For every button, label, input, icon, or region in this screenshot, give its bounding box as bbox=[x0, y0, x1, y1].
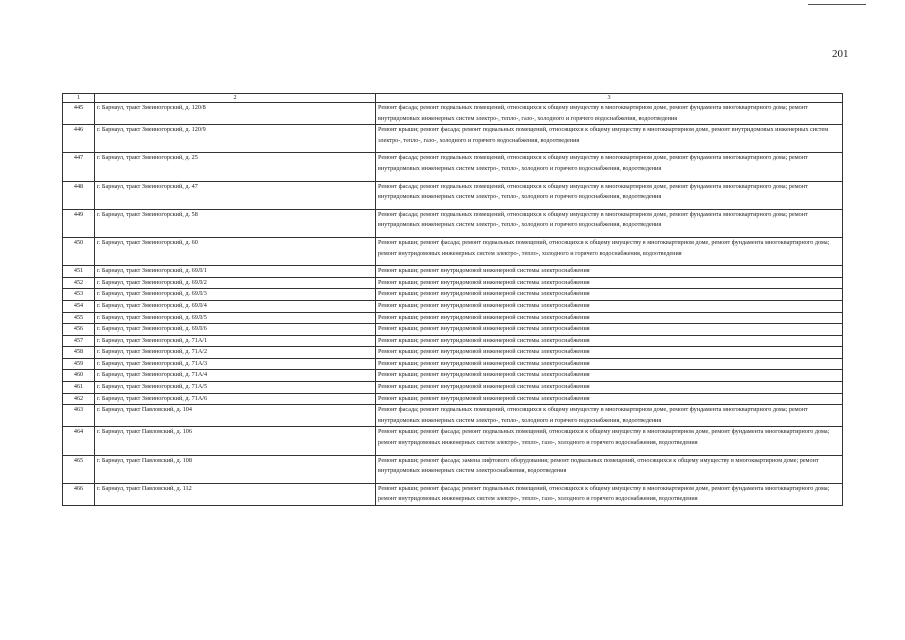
table-row bbox=[63, 209, 843, 237]
table-row bbox=[63, 370, 843, 382]
address-cell: г. Барнаул, тракт Павловский, д. 104 bbox=[95, 405, 376, 427]
table-row bbox=[63, 300, 843, 312]
table-row bbox=[63, 312, 843, 324]
work-description-cell: Ремонт крыши; ремонт фасада; замена лифтового оборудования; ремонт подвальных помещений, относящихся к общему имуществу в многоквартирном доме; ремонт внутридомовых инженерных систем электроснабжения, водоотведения bbox=[376, 455, 843, 483]
address-cell: г. Барнаул, тракт Змеиногорский, д. 58 bbox=[95, 209, 376, 237]
row-number-cell: 465 bbox=[63, 455, 95, 483]
table-row bbox=[63, 393, 843, 405]
table-header-row bbox=[63, 94, 843, 103]
work-description-cell: Ремонт фасада; ремонт подвальных помещений, относящихся к общему имуществу в многоквартирном доме, ремонт фундамента многоквартирного дома; ремонт внутридомовых инженерных систем электро-, тепло-, холодного и горячего водоснабжения, водоотведения bbox=[376, 181, 843, 209]
table-row bbox=[63, 455, 843, 483]
header-col-3: 3 bbox=[376, 94, 843, 103]
table-row bbox=[63, 181, 843, 209]
row-number-cell: 461 bbox=[63, 382, 95, 394]
table-row bbox=[63, 324, 843, 336]
address-cell: г. Барнаул, тракт Павловский, д. 112 bbox=[95, 483, 376, 505]
table-row bbox=[63, 382, 843, 394]
address-cell: г. Барнаул, тракт Змеиногорский, д. 71А/1 bbox=[95, 335, 376, 347]
address-cell: г. Барнаул, тракт Змеиногорский, д. 69Л/3 bbox=[95, 289, 376, 301]
address-cell: г. Барнаул, тракт Змеиногорский, д. 47 bbox=[95, 181, 376, 209]
work-description-cell: Ремонт крыши; ремонт фасада; ремонт подвальных помещений, относящихся к общему имуществу в многоквартирном доме, ремонт фундамента многоквартирного дома; ремонт внутридомовых инженерных систем электро-, тепло-, газо-, холодного и горячего водоснабжения, водоотведения bbox=[376, 483, 843, 505]
table-row bbox=[63, 266, 843, 278]
page-number: 201 bbox=[832, 48, 849, 60]
work-description-cell: Ремонт крыши; ремонт фасада; ремонт подвальных помещений, относящихся к общему имуществу в многоквартирном доме, ремонт фундамента многоквартирного дома; ремонт внутридомовых инженерных систем электро-, тепло-, холодного и горячего водоснабжения, водоотведения bbox=[376, 237, 843, 265]
work-description-cell: Ремонт крыши; ремонт внутридомовой инженерной системы электроснабжения bbox=[376, 382, 843, 394]
row-number-cell: 455 bbox=[63, 312, 95, 324]
work-description-cell: Ремонт крыши; ремонт внутридомовой инженерной системы электроснабжения bbox=[376, 393, 843, 405]
scan-edge-line bbox=[808, 4, 866, 5]
row-number-cell: 445 bbox=[63, 103, 95, 125]
row-number-cell: 450 bbox=[63, 237, 95, 265]
address-cell: г. Барнаул, тракт Змеиногорский, д. 60 bbox=[95, 237, 376, 265]
work-description-cell: Ремонт крыши; ремонт внутридомовой инженерной системы электроснабжения bbox=[376, 347, 843, 359]
work-description-cell: Ремонт фасада; ремонт подвальных помещений, относящихся к общему имуществу в многоквартирном доме, ремонт фундамента многоквартирного дома; ремонт внутридомовых инженерных систем электро-, тепло-, холодного и горячего водоснабжения, водоотведения bbox=[376, 209, 843, 237]
work-description-cell: Ремонт крыши; ремонт внутридомовой инженерной системы электроснабжения bbox=[376, 266, 843, 278]
row-number-cell: 451 bbox=[63, 266, 95, 278]
work-description-cell: Ремонт крыши; ремонт фасада; ремонт подвальных помещений, относящихся к общему имуществу в многоквартирном доме, ремонт внутридомовых инженерных систем электро-, тепло-, газо-, холодного и горячего водоснабжения, водоотведения bbox=[376, 125, 843, 153]
row-number-cell: 463 bbox=[63, 405, 95, 427]
table-row bbox=[63, 358, 843, 370]
work-description-cell: Ремонт крыши; ремонт внутридомовой инженерной системы электроснабжения bbox=[376, 358, 843, 370]
table-row bbox=[63, 125, 843, 153]
header-col-1: 1 bbox=[63, 94, 95, 103]
table-row bbox=[63, 427, 843, 455]
row-number-cell: 466 bbox=[63, 483, 95, 505]
work-description-cell: Ремонт крыши; ремонт внутридомовой инженерной системы электроснабжения bbox=[376, 289, 843, 301]
row-number-cell: 460 bbox=[63, 370, 95, 382]
address-cell: г. Барнаул, тракт Змеиногорский, д. 120/8 bbox=[95, 103, 376, 125]
work-description-cell: Ремонт фасада; ремонт подвальных помещений, относящихся к общему имуществу в многоквартирном доме, ремонт фундамента многоквартирного дома; ремонт внутридомовых инженерных систем электро-, тепло-, холодного и горячего водоснабжения, водоотведения bbox=[376, 153, 843, 181]
row-number-cell: 446 bbox=[63, 125, 95, 153]
work-description-cell: Ремонт крыши; ремонт внутридомовой инженерной системы электроснабжения bbox=[376, 335, 843, 347]
repair-table bbox=[62, 93, 843, 506]
address-cell: г. Барнаул, тракт Змеиногорский, д. 120/9 bbox=[95, 125, 376, 153]
work-description-cell: Ремонт фасада; ремонт подвальных помещений, относящихся к общему имуществу в многоквартирном доме, ремонт фундамента многоквартирного дома; ремонт внутридомовых инженерных систем электро-, тепло-, холодного и горячего водоснабжения, водоотведения bbox=[376, 405, 843, 427]
row-number-cell: 464 bbox=[63, 427, 95, 455]
header-col-2: 2 bbox=[95, 94, 376, 103]
work-description-cell: Ремонт крыши; ремонт внутридомовой инженерной системы электроснабжения bbox=[376, 277, 843, 289]
table-row bbox=[63, 153, 843, 181]
address-cell: г. Барнаул, тракт Змеиногорский, д. 71А/5 bbox=[95, 382, 376, 394]
row-number-cell: 457 bbox=[63, 335, 95, 347]
work-description-cell: Ремонт крыши; ремонт внутридомовой инженерной системы электроснабжения bbox=[376, 370, 843, 382]
address-cell: г. Барнаул, тракт Змеиногорский, д. 71А/3 bbox=[95, 358, 376, 370]
address-cell: г. Барнаул, тракт Змеиногорский, д. 69Л/6 bbox=[95, 324, 376, 336]
row-number-cell: 456 bbox=[63, 324, 95, 336]
address-cell: г. Барнаул, тракт Змеиногорский, д. 71А/4 bbox=[95, 370, 376, 382]
row-number-cell: 458 bbox=[63, 347, 95, 359]
row-number-cell: 462 bbox=[63, 393, 95, 405]
row-number-cell: 448 bbox=[63, 181, 95, 209]
work-description-cell: Ремонт крыши; ремонт фасада; ремонт подвальных помещений, относящихся к общему имуществу в многоквартирном доме, ремонт фундамента многоквартирного дома; ремонт внутридомовых инженерных систем электро-, тепло-, газо-, холодного и горячего водоснабжения, водоотведения bbox=[376, 427, 843, 455]
address-cell: г. Барнаул, тракт Змеиногорский, д. 71А/2 bbox=[95, 347, 376, 359]
table-row bbox=[63, 483, 843, 505]
row-number-cell: 452 bbox=[63, 277, 95, 289]
work-description-cell: Ремонт крыши; ремонт внутридомовой инженерной системы электроснабжения bbox=[376, 324, 843, 336]
address-cell: г. Барнаул, тракт Змеиногорский, д. 69Л/2 bbox=[95, 277, 376, 289]
row-number-cell: 459 bbox=[63, 358, 95, 370]
address-cell: г. Барнаул, тракт Змеиногорский, д. 25 bbox=[95, 153, 376, 181]
table-row bbox=[63, 277, 843, 289]
row-number-cell: 447 bbox=[63, 153, 95, 181]
work-description-cell: Ремонт крыши; ремонт внутридомовой инженерной системы электроснабжения bbox=[376, 312, 843, 324]
table-row bbox=[63, 347, 843, 359]
address-cell: г. Барнаул, тракт Павловский, д. 108 bbox=[95, 455, 376, 483]
work-description-cell: Ремонт крыши; ремонт внутридомовой инженерной системы электроснабжения bbox=[376, 300, 843, 312]
table-row bbox=[63, 335, 843, 347]
row-number-cell: 449 bbox=[63, 209, 95, 237]
table-row bbox=[63, 103, 843, 125]
row-number-cell: 454 bbox=[63, 300, 95, 312]
table-row bbox=[63, 237, 843, 265]
table-row bbox=[63, 289, 843, 301]
table-row bbox=[63, 405, 843, 427]
work-description-cell: Ремонт фасада; ремонт подвальных помещений, относящихся к общему имуществу в многоквартирном доме, ремонт фундамента многоквартирного дома; ремонт внутридомовых инженерных систем электро-, тепло-, газо-, холодного и горячего водоснабжения, водоотведения bbox=[376, 103, 843, 125]
row-number-cell: 453 bbox=[63, 289, 95, 301]
address-cell: г. Барнаул, тракт Змеиногорский, д. 69Л/5 bbox=[95, 312, 376, 324]
address-cell: г. Барнаул, тракт Змеиногорский, д. 71А/6 bbox=[95, 393, 376, 405]
address-cell: г. Барнаул, тракт Павловский, д. 106 bbox=[95, 427, 376, 455]
address-cell: г. Барнаул, тракт Змеиногорский, д. 69Л/4 bbox=[95, 300, 376, 312]
address-cell: г. Барнаул, тракт Змеиногорский, д. 69Л/1 bbox=[95, 266, 376, 278]
